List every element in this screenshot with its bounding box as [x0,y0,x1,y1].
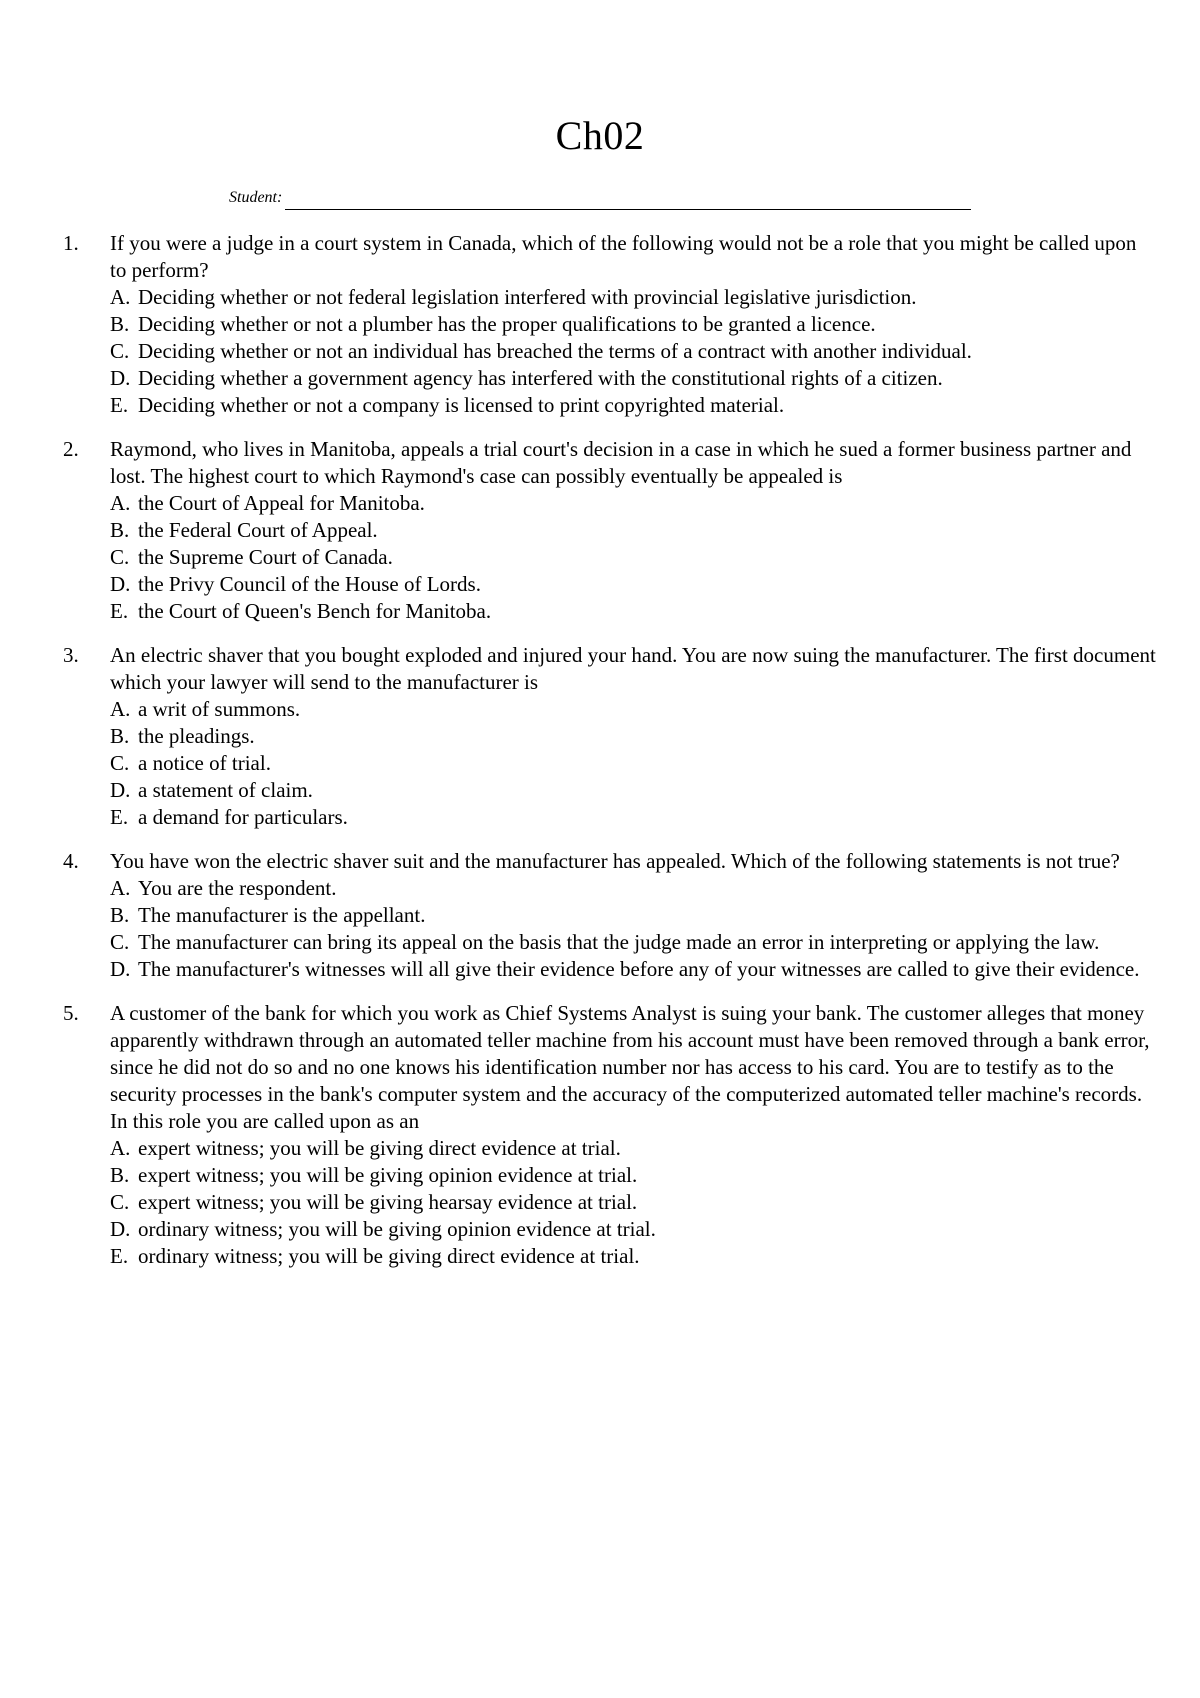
answer-option-d [110,956,1156,983]
answer-option-c [110,929,1156,956]
answer-option-d [110,571,1156,598]
option-letter: B. [110,724,130,748]
option-letter: D. [110,957,131,981]
option-letter: E. [110,393,129,417]
student-label: Student: [229,189,283,206]
option-text: Deciding whether or not federal legislation interfered with provincial legislative jurisdiction. [138,285,917,309]
answer-option-a [110,696,1156,723]
answer-option-b [110,723,1156,750]
option-letter: D. [110,366,131,390]
answer-option-c [110,750,1156,777]
option-text: ordinary witness; you will be giving direct evidence at trial. [138,1244,640,1268]
option-letter: A. [110,697,131,721]
option-text: the Court of Queen's Bench for Manitoba. [138,599,492,623]
answer-option-c [110,544,1156,571]
question-number: 1. [63,231,79,255]
option-text: a statement of claim. [138,778,313,802]
option-letter: A. [110,491,131,515]
option-text: the Privy Council of the House of Lords. [138,572,481,596]
option-text: a writ of summons. [138,697,301,721]
option-text: the Court of Appeal for Manitoba. [138,491,425,515]
question-text: If you were a judge in a court system in Canada, which of the following would not be a role that you might be called upon to perform? [110,231,1137,282]
option-letter: A. [110,876,131,900]
option-letter: B. [110,312,130,336]
option-text: the pleadings. [138,724,255,748]
option-text: Deciding whether a government agency has interfered with the constitutional rights of a citizen. [138,366,943,390]
answer-option-a [110,490,1156,517]
option-text: expert witness; you will be giving opinion evidence at trial. [138,1163,638,1187]
answer-options [110,284,1156,419]
answer-option-d [110,777,1156,804]
question-text: An electric shaver that you bought exploded and injured your hand. You are now suing the manufacturer. The first document which your lawyer will send to the manufacturer is [110,643,1156,694]
option-letter: D. [110,572,131,596]
question-2 [56,436,1156,625]
option-text: the Supreme Court of Canada. [138,545,393,569]
question-list [56,230,1156,1287]
option-text: You are the respondent. [138,876,337,900]
option-letter: C. [110,339,130,363]
answer-option-a [110,284,1156,311]
option-text: Deciding whether or not a company is licensed to print copyrighted material. [138,393,785,417]
option-text: Deciding whether or not an individual has breached the terms of a contract with another individual. [138,339,972,363]
question-1 [56,230,1156,419]
document-title: Ch02 [555,113,645,158]
option-letter: D. [110,778,131,802]
answer-option-e [110,804,1156,831]
answer-option-a [110,875,1156,902]
option-letter: E. [110,599,129,623]
answer-option-b [110,902,1156,929]
option-text: expert witness; you will be giving direct evidence at trial. [138,1136,621,1160]
question-4 [56,848,1156,983]
student-name-blank-line [285,190,971,210]
option-text: The manufacturer is the appellant. [138,903,426,927]
answer-option-c [110,1189,1156,1216]
question-number: 4. [63,849,79,873]
student-name-row [229,186,971,212]
option-letter: C. [110,1190,130,1214]
option-letter: B. [110,903,130,927]
answer-options [110,1135,1156,1270]
answer-option-d [110,1216,1156,1243]
option-letter: E. [110,805,129,829]
option-letter: C. [110,545,130,569]
answer-option-b [110,517,1156,544]
answer-option-c [110,338,1156,365]
answer-options [110,875,1156,983]
option-letter: B. [110,518,130,542]
option-letter: A. [110,1136,131,1160]
question-text: A customer of the bank for which you work as Chief Systems Analyst is suing your bank. The customer alleges that money apparently withdrawn through an automated teller machine from his account must have been removed through a bank error, since he did not do so and no one knows his identification number nor has access to his card. You are to testify as to the security processes in the bank's computer system and the accuracy of the computerized automated teller machine's records. In this role you are called upon as an [110,1001,1150,1133]
answer-option-d [110,365,1156,392]
answer-option-a [110,1135,1156,1162]
option-text: expert witness; you will be giving hearsay evidence at trial. [138,1190,638,1214]
question-3 [56,642,1156,831]
option-text: The manufacturer can bring its appeal on the basis that the judge made an error in interpreting or applying the law. [138,930,1100,954]
option-text: the Federal Court of Appeal. [138,518,378,542]
option-letter: B. [110,1163,130,1187]
option-text: a demand for particulars. [138,805,348,829]
option-letter: C. [110,930,130,954]
question-5 [56,1000,1156,1270]
option-text: The manufacturer's witnesses will all give their evidence before any of your witnesses are called to give their evidence. [138,957,1140,981]
answer-option-e [110,1243,1156,1270]
question-number: 5. [63,1001,79,1025]
option-letter: D. [110,1217,131,1241]
option-letter: C. [110,751,130,775]
answer-option-e [110,598,1156,625]
answer-option-b [110,311,1156,338]
option-letter: A. [110,285,131,309]
option-letter: E. [110,1244,129,1268]
question-text: You have won the electric shaver suit and the manufacturer has appealed. Which of the following statements is not true? [110,849,1120,873]
option-text: ordinary witness; you will be giving opinion evidence at trial. [138,1217,656,1241]
question-text: Raymond, who lives in Manitoba, appeals a trial court's decision in a case in which he sued a former business partner and lost. The highest court to which Raymond's case can possibly eventually be appealed is [110,437,1132,488]
question-number: 2. [63,437,79,461]
question-number: 3. [63,643,79,667]
answer-options [110,696,1156,831]
answer-option-e [110,392,1156,419]
option-text: Deciding whether or not a plumber has the proper qualifications to be granted a licence. [138,312,876,336]
option-text: a notice of trial. [138,751,271,775]
answer-options [110,490,1156,625]
answer-option-b [110,1162,1156,1189]
